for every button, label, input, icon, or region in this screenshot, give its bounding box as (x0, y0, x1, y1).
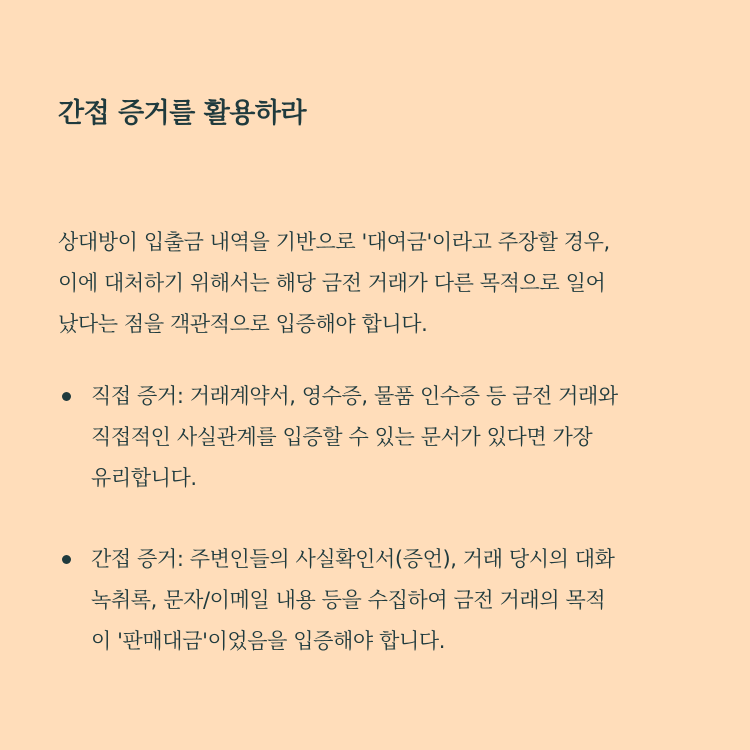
list-item-direct-evidence (58, 376, 708, 499)
page-title: 간접 증거를 활용하라 (58, 98, 307, 129)
intro-line: 났다는 점을 객관적으로 입증해야 합니다. (58, 312, 428, 336)
intro-paragraph (58, 222, 698, 345)
bullet-line: 직접적인 사실관계를 입증할 수 있는 문서가 있다면 가장 (91, 425, 593, 449)
list-item-indirect-evidence (58, 539, 708, 662)
bullet-line: 직접 증거: 거래계약서, 영수증, 물품 인수증 등 금전 거래와 (91, 384, 618, 408)
intro-line: 상대방이 입출금 내역을 기반으로 '대여금'이라고 주장할 경우, (58, 230, 610, 254)
evidence-list (58, 376, 708, 702)
intro-line: 이에 대처하기 위해서는 해당 금전 거래가 다른 목적으로 일어 (58, 271, 606, 295)
bullet-dot-icon (62, 555, 71, 564)
bullet-line: 유리합니다. (91, 466, 197, 490)
bullet-line: 이 '판매대금'이었음을 입증해야 합니다. (91, 629, 446, 653)
bullet-line: 간접 증거: 주변인들의 사실확인서(증언), 거래 당시의 대화 (91, 547, 615, 571)
bullet-line: 녹취록, 문자/이메일 내용 등을 수집하여 금전 거래의 목적 (91, 588, 606, 612)
bullet-dot-icon (62, 392, 71, 401)
